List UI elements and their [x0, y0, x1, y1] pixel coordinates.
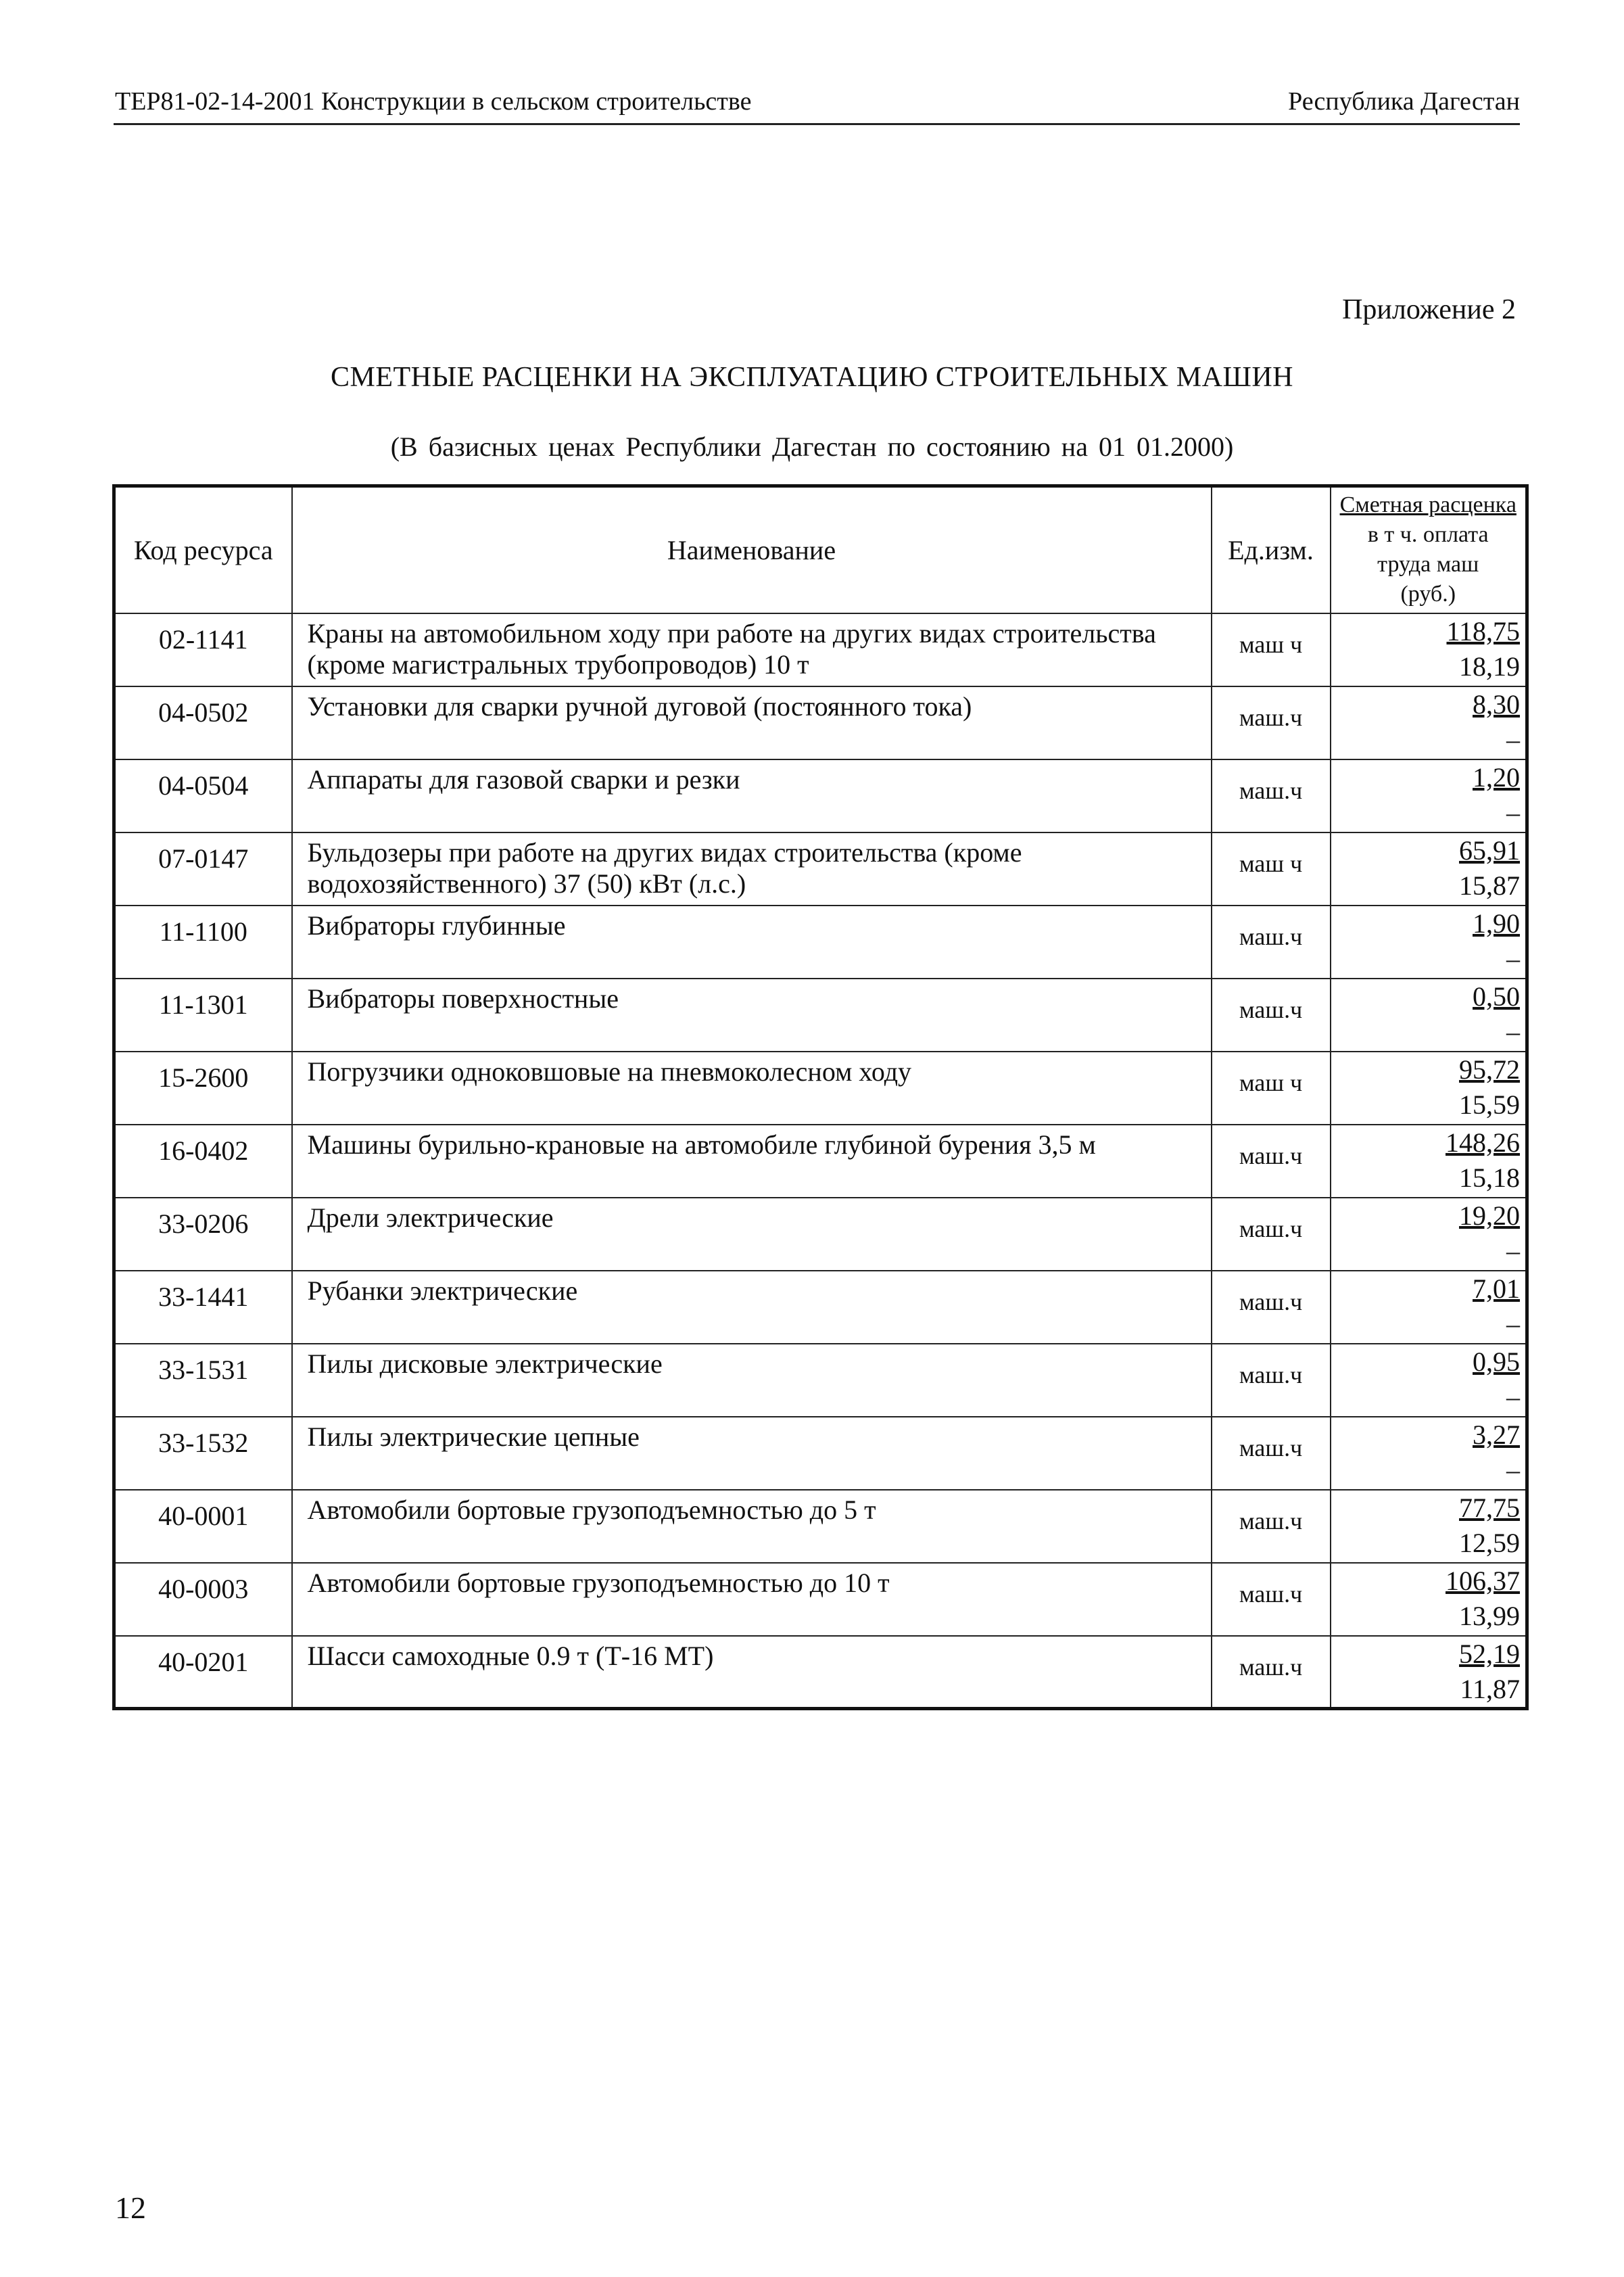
table-row	[114, 759, 1527, 832]
row-unit: маш.ч	[1212, 906, 1331, 979]
row-rate-cell	[1331, 1417, 1527, 1490]
page-title: СМЕТНЫЕ РАСЦЕНКИ НА ЭКСПЛУАТАЦИЮ СТРОИТЕЛЬНЫХ МАШИН	[330, 362, 1293, 393]
table-header-row	[114, 486, 1527, 613]
row-rate: 148,26	[1446, 1127, 1520, 1158]
row-labor-rate: –	[1506, 1016, 1520, 1047]
header-rate-line2: в т ч. оплата	[1367, 522, 1489, 548]
row-unit: маш.ч	[1212, 686, 1331, 759]
header-unit: Ед.изм.	[1212, 486, 1331, 613]
table-row	[114, 686, 1527, 759]
row-name: Краны на автомобильном ходу при работе на других видах строительства (кроме магистральных трубопроводов) 10 т	[292, 613, 1212, 686]
row-code: 16-0402	[114, 1125, 292, 1198]
row-name: Дрели электрические	[292, 1198, 1212, 1271]
row-name: Погрузчики одноковшовые на пневмоколесном ходу	[292, 1052, 1212, 1125]
table-row	[114, 1490, 1527, 1563]
row-labor-rate: 18,19	[1459, 651, 1520, 682]
row-unit: маш ч	[1212, 613, 1331, 686]
row-code: 07-0147	[114, 832, 292, 906]
row-rate-cell	[1331, 1344, 1527, 1417]
row-labor-rate: –	[1506, 1381, 1520, 1412]
row-code: 40-0003	[114, 1563, 292, 1636]
row-code: 33-1441	[114, 1271, 292, 1344]
row-code: 02-1141	[114, 613, 292, 686]
table-row	[114, 1563, 1527, 1636]
header-rate-line3: труда маш	[1377, 552, 1479, 578]
row-code: 40-0001	[114, 1490, 292, 1563]
row-name: Автомобили бортовые грузоподъемностью до 10 т	[292, 1563, 1212, 1636]
row-code: 33-1532	[114, 1417, 292, 1490]
document-header-title: ТЕР81-02-14-2001 Конструкции в сельском строительстве	[115, 87, 752, 116]
row-rate: 52,19	[1459, 1638, 1520, 1669]
table-row	[114, 613, 1527, 686]
row-labor-rate: 15,18	[1459, 1162, 1520, 1193]
row-labor-rate: 12,59	[1459, 1527, 1520, 1558]
row-code: 11-1100	[114, 906, 292, 979]
table-row	[114, 1198, 1527, 1271]
row-name: Автомобили бортовые грузоподъемностью до 5 т	[292, 1490, 1212, 1563]
row-rate-cell	[1331, 1052, 1527, 1125]
row-rate-cell	[1331, 1198, 1527, 1271]
row-rate: 106,37	[1446, 1565, 1520, 1596]
row-rate: 1,90	[1473, 908, 1520, 939]
header-rate	[1331, 486, 1527, 613]
row-rate: 0,95	[1473, 1346, 1520, 1377]
row-rate: 3,27	[1473, 1419, 1520, 1450]
row-name: Шасси самоходные 0.9 т (Т-16 МТ)	[292, 1636, 1212, 1709]
row-labor-rate: 15,59	[1459, 1089, 1520, 1120]
row-name: Машины бурильно-крановые на автомобиле глубиной бурения 3,5 м	[292, 1125, 1212, 1198]
row-labor-rate: –	[1506, 797, 1520, 828]
row-rate-cell	[1331, 1125, 1527, 1198]
table-row	[114, 1052, 1527, 1125]
row-rate: 0,50	[1473, 981, 1520, 1012]
row-rate: 7,01	[1473, 1273, 1520, 1304]
row-name: Рубанки электрические	[292, 1271, 1212, 1344]
row-rate-cell	[1331, 1636, 1527, 1709]
row-unit: маш.ч	[1212, 1636, 1331, 1709]
row-unit: маш.ч	[1212, 1271, 1331, 1344]
page-number: 12	[115, 2190, 146, 2225]
row-code: 15-2600	[114, 1052, 292, 1125]
row-rate-cell	[1331, 1490, 1527, 1563]
row-labor-rate: 11,87	[1460, 1673, 1520, 1704]
row-name: Аппараты для газовой сварки и резки	[292, 759, 1212, 832]
row-unit: маш.ч	[1212, 1417, 1331, 1490]
row-rate-cell	[1331, 1563, 1527, 1636]
table-row	[114, 1271, 1527, 1344]
row-labor-rate: –	[1506, 1454, 1520, 1485]
row-unit: маш.ч	[1212, 1125, 1331, 1198]
header-code: Код ресурса	[114, 486, 292, 613]
row-unit: маш ч	[1212, 832, 1331, 906]
machine-rates-table	[112, 484, 1529, 1710]
row-code: 33-1531	[114, 1344, 292, 1417]
header-divider	[114, 123, 1520, 125]
row-labor-rate: 13,99	[1459, 1600, 1520, 1631]
row-labor-rate: –	[1506, 1308, 1520, 1339]
row-code: 04-0502	[114, 686, 292, 759]
row-rate: 65,91	[1459, 835, 1520, 866]
table-row	[114, 1344, 1527, 1417]
table-row	[114, 979, 1527, 1052]
row-code: 40-0201	[114, 1636, 292, 1709]
header-name: Наименование	[292, 486, 1212, 613]
row-rate-cell	[1331, 1271, 1527, 1344]
row-unit: маш.ч	[1212, 759, 1331, 832]
row-code: 33-0206	[114, 1198, 292, 1271]
row-name: Установки для сварки ручной дуговой (постоянного тока)	[292, 686, 1212, 759]
row-rate-cell	[1331, 906, 1527, 979]
appendix-label: Приложение 2	[1342, 294, 1516, 325]
table-row	[114, 1636, 1527, 1709]
page-subtitle: (В базисных ценах Республики Дагестан по состоянию на 01 01.2000)	[390, 431, 1234, 462]
document-header-region: Республика Дагестан	[1288, 87, 1520, 116]
row-rate: 8,30	[1473, 688, 1520, 720]
row-rate-cell	[1331, 979, 1527, 1052]
row-rate: 118,75	[1446, 615, 1520, 647]
row-labor-rate: 15,87	[1459, 870, 1520, 901]
row-unit: маш.ч	[1212, 1198, 1331, 1271]
row-name: Пилы электрические цепные	[292, 1417, 1212, 1490]
row-code: 04-0504	[114, 759, 292, 832]
row-unit: маш ч	[1212, 1052, 1331, 1125]
table-row	[114, 1417, 1527, 1490]
row-unit: маш.ч	[1212, 1490, 1331, 1563]
row-code: 11-1301	[114, 979, 292, 1052]
row-name: Пилы дисковые электрические	[292, 1344, 1212, 1417]
header-rate-line4: (руб.)	[1400, 582, 1456, 607]
row-rate-cell	[1331, 759, 1527, 832]
row-unit: маш.ч	[1212, 1563, 1331, 1636]
row-rate-cell	[1331, 613, 1527, 686]
header-rate-line1: Сметная расценка	[1339, 492, 1516, 517]
table-row	[114, 906, 1527, 979]
row-labor-rate: –	[1506, 943, 1520, 974]
row-rate: 19,20	[1459, 1200, 1520, 1231]
row-rate: 95,72	[1459, 1054, 1520, 1085]
table-row	[114, 832, 1527, 906]
row-rate-cell	[1331, 832, 1527, 906]
row-unit: маш.ч	[1212, 1344, 1331, 1417]
row-name: Вибраторы глубинные	[292, 906, 1212, 979]
row-rate: 1,20	[1473, 761, 1520, 793]
table-row	[114, 1125, 1527, 1198]
row-rate-cell	[1331, 686, 1527, 759]
row-name: Бульдозеры при работе на других видах строительства (кроме водохозяйственного) 37 (50) кВт (л.с.)	[292, 832, 1212, 906]
row-labor-rate: –	[1506, 1235, 1520, 1266]
row-unit: маш.ч	[1212, 979, 1331, 1052]
row-labor-rate: –	[1506, 724, 1520, 755]
row-rate: 77,75	[1459, 1492, 1520, 1523]
row-name: Вибраторы поверхностные	[292, 979, 1212, 1052]
